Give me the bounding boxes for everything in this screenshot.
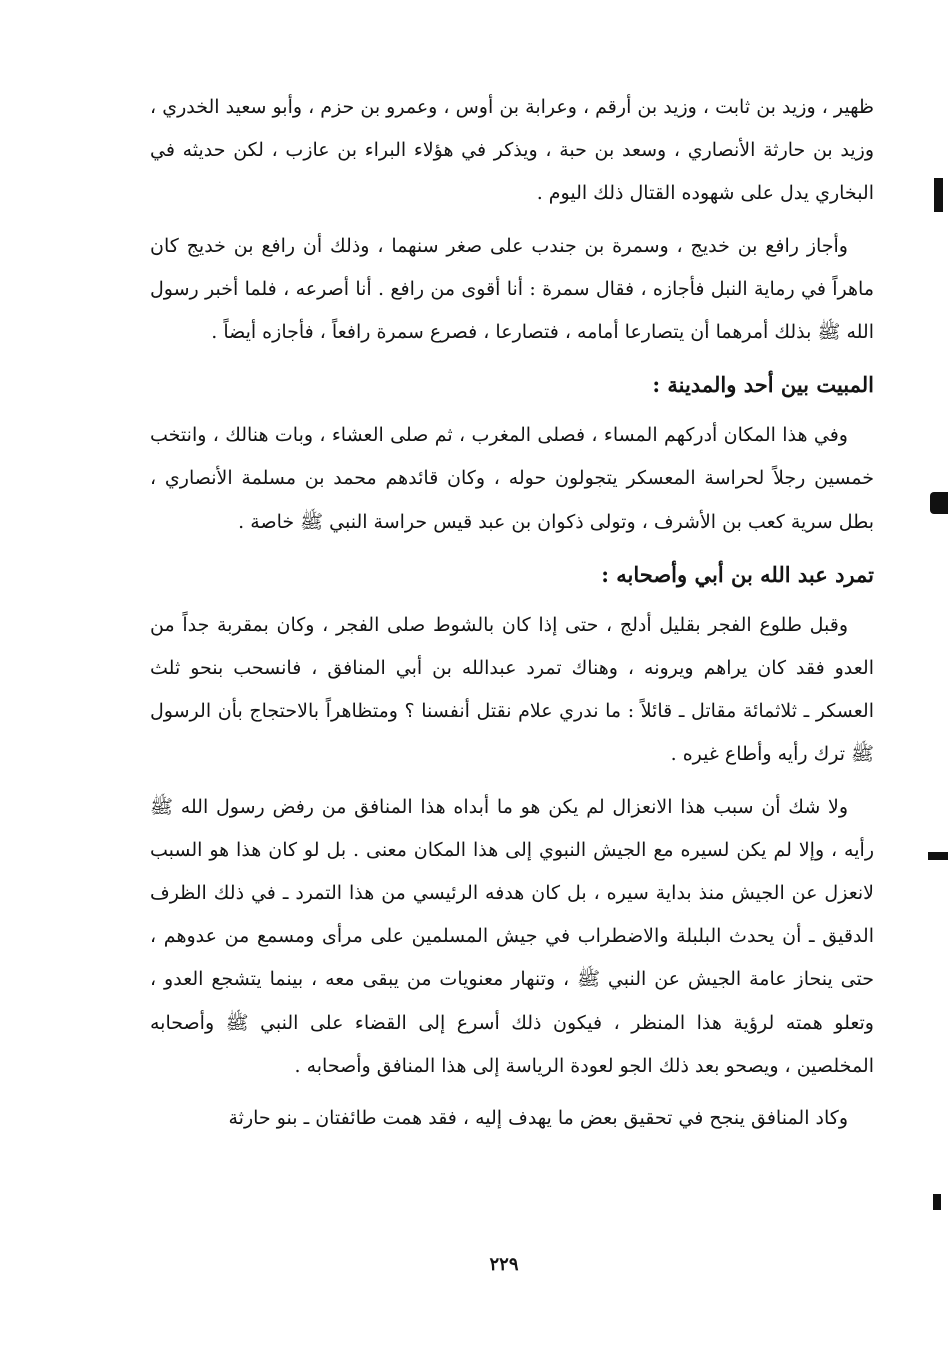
paragraph-rafi-samura: وأجاز رافع بن خديج ، وسمرة بن جندب على صغر سنهما ، وذلك أن رافع بن خديج كان ماهراً في رماية النبل فأجازه ، فقال سمرة : أنا أقوى من رافع . أنا أصرعه ، فلما أخبر رسول الله ﷺ بذلك أمرهما أن يتصارعا أمامه ، فتصارعا ، فصرع سمرة رافعاً ، فأجازه أيضاً .	[150, 234, 874, 344]
page-body-text	[150, 86, 874, 1149]
paragraph-overnight-camp: وفي هذا المكان أدركهم المساء ، فصلى المغرب ، ثم صلى العشاء ، وبات هنالك ، وانتخب خمسين رجلاً لحراسة المعسكر يتجولون حوله ، وكان قائدهم محمد بن مسلمة الأنصاري ، بطل سرية كعب بن الأشرف ، وتولى ذكوان بن عبد قيس حراسة النبي ﷺ خاصة .	[150, 424, 874, 533]
paragraph-rebellion: وقبل طلوع الفجر بقليل أدلج ، حتى إذا كان بالشوط صلى الفجر ، وكان بمقربة جداً من العدو فقد كان يراهم ويرونه ، وهناك تمرد عبدالله بن أبي المنافق ، فانسحب بنحو ثلث العسكر ـ ثلاثمائة مقاتل ـ قائلاً : ما ندري علام نقتل أنفسنا ؟ ومتظاهراً بالاحتجاج بأن الرسول ﷺ ترك رأيه وأطاع غيره .	[150, 613, 874, 766]
scan-edge-mark	[930, 492, 948, 514]
scan-edge-mark	[934, 178, 943, 212]
paragraph-two-factions: وكاد المنافق ينجح في تحقيق بعض ما يهدف إليه ، فقد همت طائفتان ـ بنو حارثة	[228, 1107, 848, 1130]
paragraph-companions-list: ظهير ، وزيد بن ثابت ، وزيد بن أرقم ، وعرابة بن أوس ، وعمرو بن حزم ، وأبو سعيد الخدري ، وزيد بن حارثة الأنصاري ، وسعد بن حبة ، ويذكر في هؤلاء البراء بن عازب ، لكن حديثه في البخاري يدل على شهوده القتال ذلك اليوم .	[150, 96, 874, 205]
section-heading-overnight: المبيت بين أحد والمدينة :	[652, 372, 874, 398]
scan-edge-mark	[933, 1194, 941, 1210]
paragraph-rebellion-analysis: ولا شك أن سبب هذا الانعزال لم يكن هو ما أبداه هذا المنافق من رفض رسول الله ﷺ رأيه ، وإلا لم يكن لسيره مع الجيش النبوي إلى هذا المكان معنى . بل لو كان هذا هو السبب لانعزل عن الجيش منذ بداية سيره ، بل كان هدفه الرئيسي من هذا التمرد ـ في ذلك الظرف الدقيق ـ أن يحدث البلبلة والاضطراب في جيش المسلمين على مرأى ومسمع من عدوهم ، حتى ينحاز عامة الجيش عن النبي ﷺ ، وتنهار معنويات من يبقى معه ، بينما يتشجع العدو ، وتعلو همته لرؤية هذا المنظر ، فيكون ذلك أسرع إلى القضاء على النبي ﷺ وأصحابه المخلصين ، ويصحو بعد ذلك الجو لعودة الرياسة إلى هذا المنافق وأصحابه .	[150, 795, 874, 1077]
section-heading-rebellion: تمرد عبد الله بن أبي وأصحابه :	[601, 561, 874, 587]
scan-edge-mark	[928, 852, 948, 860]
page-number: ٢٢٩	[489, 1254, 519, 1275]
